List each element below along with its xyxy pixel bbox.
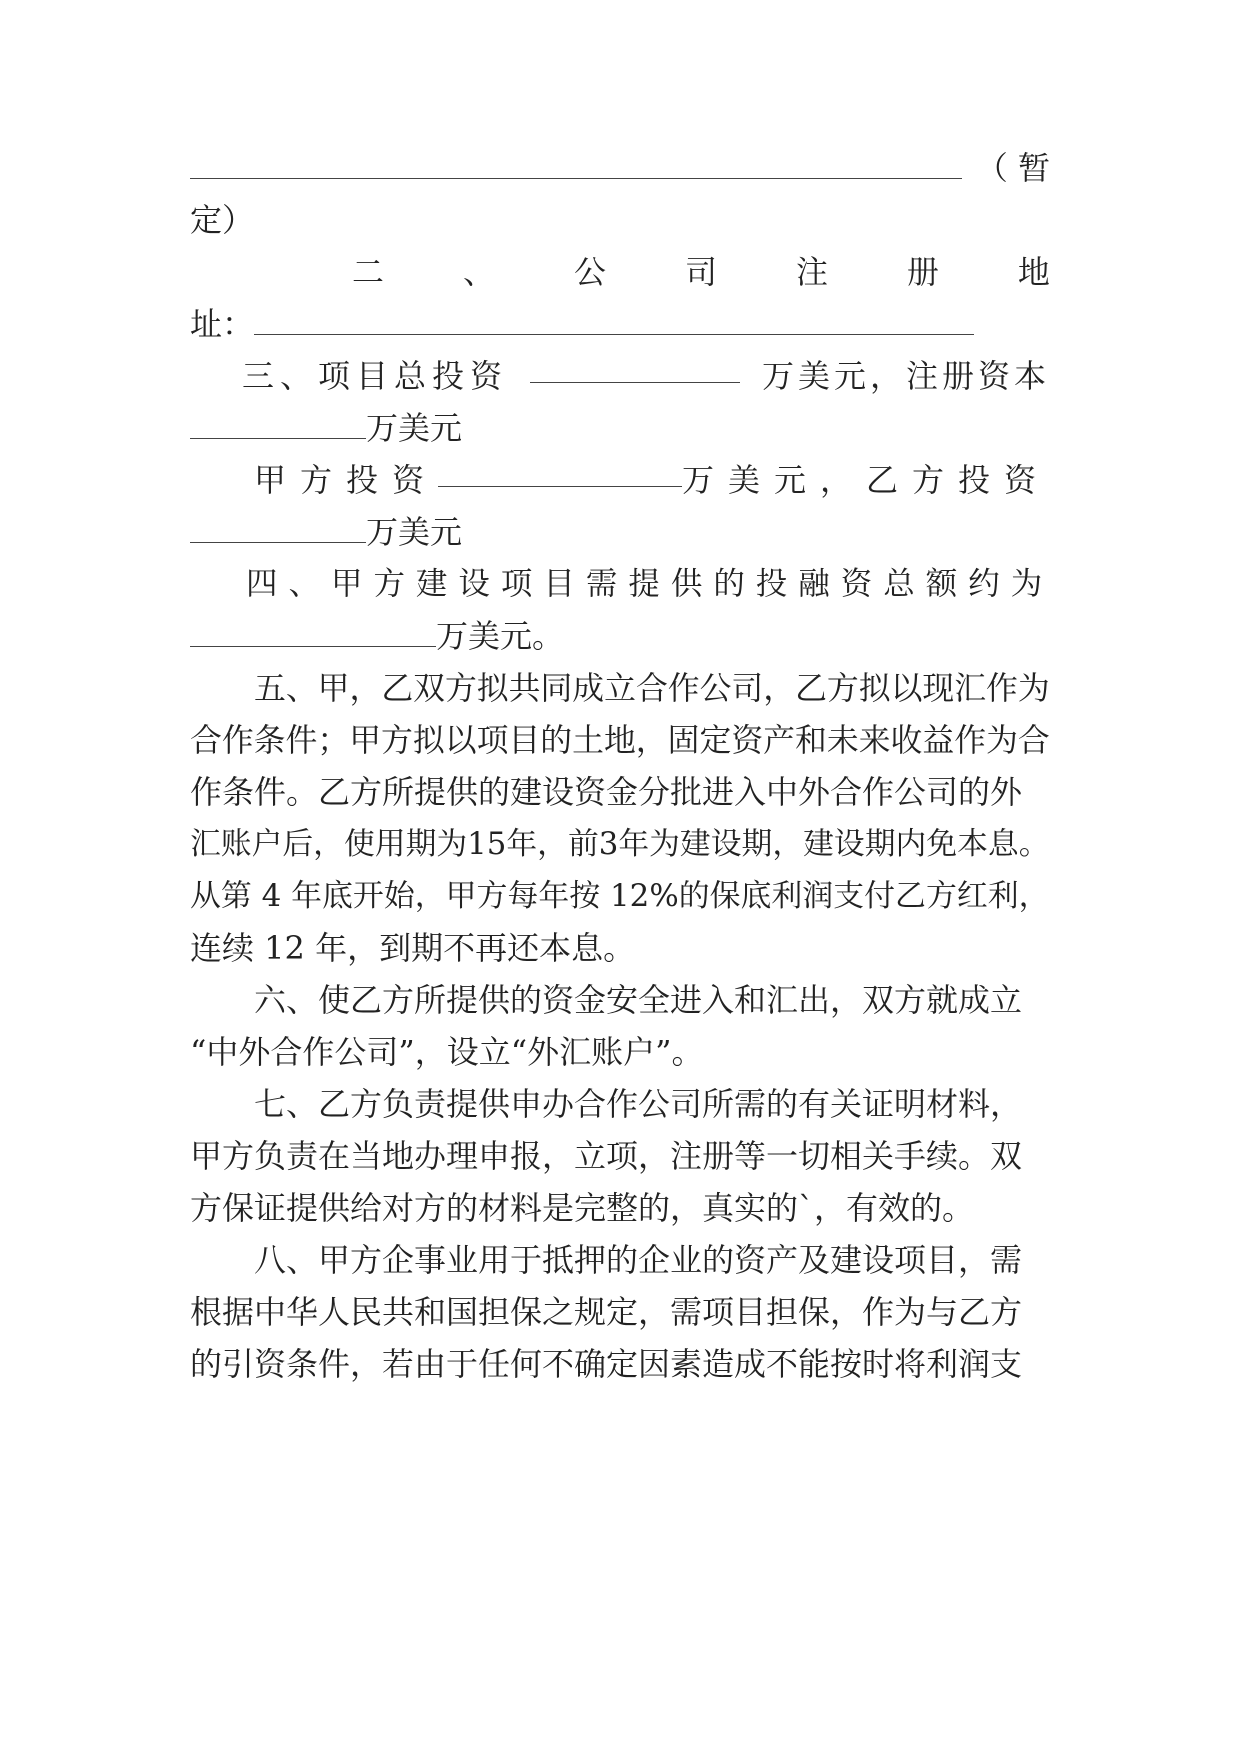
blank-underline bbox=[190, 620, 436, 647]
section-5-line: 五、甲，乙双方拟共同成立合作公司，乙方拟以现汇作为 bbox=[254, 669, 1050, 707]
heading-char: 二 bbox=[352, 253, 385, 291]
text-span: 万美元 bbox=[366, 513, 463, 551]
text-span: 万美元，乙方投资 bbox=[681, 461, 1050, 499]
section-7-line: 方保证提供给对方的材料是完整的，真实的`，有效的。 bbox=[190, 1189, 975, 1227]
section-8-line: 八、甲方企事业用于抵押的企业的资产及建设项目，需 bbox=[254, 1241, 1023, 1279]
section-3-line bbox=[242, 356, 1050, 396]
blank-underline bbox=[254, 308, 974, 335]
text-span: 址： bbox=[190, 305, 255, 343]
section-8-line: 的引资条件，若由于任何不确定因素造成不能按时将利润支 bbox=[190, 1345, 1023, 1383]
section-3-cont bbox=[190, 408, 1050, 448]
blank-underline bbox=[190, 152, 962, 179]
heading-char: 公 bbox=[573, 253, 606, 291]
heading-char: 册 bbox=[906, 253, 939, 291]
text-span: 甲方投资 bbox=[254, 461, 439, 499]
heading-char: 地 bbox=[1017, 253, 1050, 291]
text-line: 定） bbox=[190, 201, 255, 239]
heading-char: 注 bbox=[795, 253, 828, 291]
heading-char: 、 bbox=[462, 253, 495, 291]
company-name-line bbox=[190, 148, 1050, 188]
text-span: 三、项目总投资 bbox=[242, 357, 509, 395]
section-5-line: 作条件。乙方所提供的建设资金分批进入中外合作公司的外 bbox=[190, 773, 1023, 811]
section-7-line: 甲方负责在当地办理申报，立项，注册等一切相关手续。双 bbox=[190, 1137, 1023, 1175]
section-8-line: 根据中华人民共和国担保之规定，需项目担保，作为与乙方 bbox=[190, 1293, 1023, 1331]
section-7-line: 七、乙方负责提供申办合作公司所需的有关证明材料， bbox=[254, 1085, 1023, 1123]
section-3b-cont bbox=[190, 512, 1050, 552]
section-3b-line bbox=[254, 460, 1050, 500]
section-5-line: 连续 12 年，到期不再还本息。 bbox=[190, 929, 636, 967]
section-2-heading bbox=[352, 252, 1050, 292]
section-4-line: 四、甲方建设项目需提供的投融资总额约为 bbox=[246, 566, 1054, 602]
text-span: 万美元，注册资本 bbox=[761, 357, 1050, 395]
section-6-line: “中外合作公司”，设立“外汇账户”。 bbox=[190, 1033, 704, 1071]
text-span: （ 暂 bbox=[975, 149, 1050, 187]
section-5-line: 从第 4 年底开始，甲方每年按 12%的保底利润支付乙方红利， bbox=[190, 878, 1050, 914]
blank-underline bbox=[190, 516, 366, 543]
heading-char: 司 bbox=[684, 253, 717, 291]
blank-underline bbox=[530, 356, 740, 383]
blank-underline bbox=[438, 460, 682, 487]
text-span: 万美元 bbox=[366, 409, 463, 447]
section-4-cont bbox=[190, 616, 1050, 656]
address-line bbox=[190, 304, 1050, 344]
section-6-line: 六、使乙方所提供的资金安全进入和汇出，双方就成立 bbox=[254, 981, 1023, 1019]
text-span: 万美元。 bbox=[436, 617, 565, 655]
blank-underline bbox=[190, 412, 366, 439]
section-5-line: 汇账户后，使用期为15年，前3年为建设期，建设期内免本息。 bbox=[190, 826, 1050, 862]
section-5-line: 合作条件；甲方拟以项目的土地，固定资产和未来收益作为合 bbox=[190, 721, 1050, 759]
